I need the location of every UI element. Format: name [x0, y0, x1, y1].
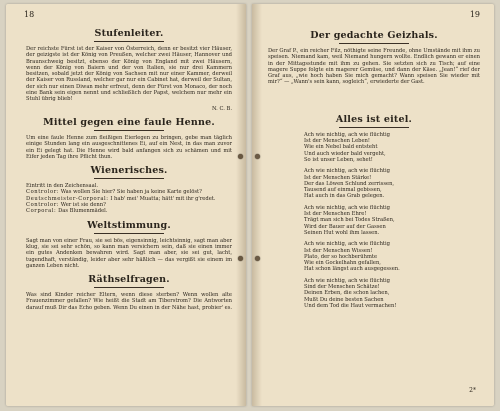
- staple-right-top: [255, 154, 260, 159]
- signature: N. C. B.: [211, 105, 232, 112]
- paragraph: Was sind Kinder reicher Eltern, wenn diese sterben? Wenn wollen alte Frauenzimmer gefallen? Wie heißt die Stadt am Tiberstrom? Die Antworten darauf muß Dir das Echo geben. Wenn Du einen in der Nähe hast, probier' es.: [26, 292, 233, 311]
- paragraph: Der Graf P., ein reicher Filz, nöthigte seine Freunde, ohne Umstände mit ihm zu speisen. Niemand kam, weil Niemand hungern wollte. Endlich gewann er einen in der Mittagsstunde mit ihm zu gehen. Sie setzten sich zu Tisch; auf eine magere Suppe folgte ein magerer Gemüse, und dann der Käse. „Jean!“ rief der Graf aus, „wie hoch haben Sie mich gemacht? Wann speisen Sie wieder mit mir?“ — „Wann's sein kann, sogleich“, erwiederte der Gast.: [268, 48, 480, 86]
- poem-line: Ach wie nichtig, ach wie flüchtig: [304, 204, 390, 211]
- poem-line: Plato, der so hochberühmte: [304, 253, 378, 260]
- dialogue-text: Was wollen Sie hier? Sie haben ja keine Karte gelöst?: [60, 189, 202, 196]
- section-title: Alles ist eitel.: [335, 113, 413, 125]
- poem-line: Wird der Bauer auf der Gassen: [304, 223, 386, 230]
- section-wienerisches: [26, 165, 232, 214]
- dialogue-text: Das Blumenmädel.: [58, 208, 108, 215]
- staple-left-bottom: [238, 256, 243, 261]
- dialogue-speaker: Corporal:: [26, 208, 57, 215]
- poem-line: Und dem Tod die Haut vermachen!: [304, 302, 397, 309]
- title-rule: [94, 287, 164, 288]
- poem-line: Und auch wieder bald vergeht,: [304, 150, 386, 157]
- poem-line: Ist der Menschen Stärke!: [304, 174, 372, 181]
- section-geizhals: [268, 30, 480, 86]
- page-number-left: 18: [24, 10, 35, 19]
- staple-right-bottom: [255, 256, 260, 261]
- poem-stanza: [304, 132, 480, 163]
- poem-line: Der das Löwen Schlund zerrissen,: [304, 180, 395, 187]
- dialogue-speaker: Deutschmeister-Corporal:: [26, 195, 109, 202]
- dialogue-text: Eintritt in den Zeichensaal.: [26, 183, 99, 190]
- right-page: [252, 4, 494, 406]
- paragraph: Um eine faule Henne zum fleißigen Eierlegen zu bringen, gebe man täglich einige Stunden lang ein ausgeschnittenes Ei, auf ein Nest, in das man zuvor ein Ei gelegt hat. Die Henne wird bald anfangen sich zu schämen und mit Eifer jeden Tag ihre Pflicht thun.: [26, 134, 232, 160]
- poem-line: Tausend auf einmal gebissen,: [304, 187, 382, 194]
- section-faule-henne: [26, 117, 232, 160]
- poem-line: Ist der Menschen Ehre!: [304, 211, 367, 218]
- poem-stanza: [304, 278, 480, 309]
- section-raethselfragen: [26, 274, 232, 311]
- poem-line: Sind der Menschen Schätze!: [304, 284, 380, 291]
- signature-mark: 2*: [469, 387, 476, 394]
- poem-line: Ist der Menschen Wissen!: [304, 247, 373, 254]
- poem-line: Hat auch in das Grab gelegen.: [304, 193, 385, 200]
- section-alles-eitel: [268, 114, 480, 309]
- poem-line: Hat schon längst auch ausgegessen.: [304, 266, 400, 273]
- title-rule: [94, 41, 164, 42]
- left-page: [6, 4, 246, 406]
- paragraph: Der reichste Fürst ist der Kaiser von Österreich, denn er besitzt vier Häuser, der geizigste ist der König von Preußen, welcher zwei Häuser, Hannover und Braunschweig besitzt, ebenso der König von England mit zwei Häusern, wenn der König von Baiern und der von Italien, sie nur drei Kammern besitzen, sobald jetzt der König von Sachsen mit nur einer Kammer, derweil der Kaiser von Russland, welcher gar nur ein Cabinet hat, derweil der Sultan, der sich nur einen Diwan mehr erfreut, denn der Fürst von Monaco, der noch eine Bank sein eigen nennt und schließlich der Papst, welchem nur mehr ein Stuhl übrig blieb!: [26, 46, 232, 103]
- poem-stanza: [304, 205, 480, 236]
- paragraph: Sagt man von einer Frau, sie sei bös, eigensinnig, leichtsinnig, sagt man aber klug, sie sei sehr schön, so kann man versichern sein, daß sie einen immer ein gutes Andenken bewahren wird. Sagt man aber, sie sei gut, lacht, tugendhaft, verständig, leider aber sehr häßlich — das vergißt sie einem im ganzen Leben nicht.: [26, 237, 232, 269]
- poem-line: Ach wie nichtig, ach wie flüchtig: [304, 131, 390, 138]
- section-title: Wienerisches.: [90, 165, 168, 177]
- poem-line: Wie ein Gockelhahn gefallen,: [304, 260, 381, 267]
- poem-line: Mußt Du deine besten Sachen: [304, 296, 384, 303]
- title-rule: [94, 130, 164, 131]
- poem-line: Ach wie nichtig, ach wie flüchtig: [304, 241, 390, 248]
- section-weltstimmung: [26, 220, 232, 269]
- poem-stanza: [304, 241, 480, 272]
- title-rule: [94, 178, 164, 179]
- poem-line: Wie ein Nebel bald entsteht: [304, 144, 378, 151]
- poem-line: Seinen Hut wohl ihm lassen.: [304, 229, 380, 236]
- staple-left-top: [238, 154, 243, 159]
- section-title: Weltstimmung.: [87, 219, 171, 231]
- section-title: Stufenleiter.: [94, 28, 164, 39]
- booklet-spread: [6, 4, 494, 406]
- dialogue-text: I hab' mei' Muatta; hätt' mit ihr g'redet.: [110, 195, 216, 202]
- poem-line: Deinen Erben, die schon lachen,: [304, 290, 390, 297]
- poem-line: Trägt man sich bei Todes Straßen,: [304, 217, 395, 224]
- poem-stanza: [304, 168, 480, 199]
- dialogue-speaker: Controlor:: [26, 202, 60, 209]
- poem-line: Ist der Menschen Leben!: [304, 138, 370, 145]
- dialogue-text: Wer ist sie denn?: [60, 202, 106, 209]
- section-title: Räthselfragen.: [88, 274, 170, 286]
- dialogue-speaker: Controlor:: [26, 189, 60, 196]
- poem-line: So ist unser Leben, sehet!: [304, 156, 373, 163]
- section-stufenleiter: [26, 28, 232, 112]
- poem-line: Ach wie nichtig, ach wie flüchtig: [304, 168, 390, 175]
- poem-line: Ach wie nichtig, ach wie flüchtig: [304, 277, 390, 284]
- title-rule: [94, 233, 164, 234]
- title-rule: [339, 43, 409, 44]
- dialogue-line: [26, 208, 232, 214]
- section-title: Der gedachte Geizhals.: [310, 30, 438, 41]
- page-number-right: 19: [469, 10, 480, 19]
- section-title: Mittel gegen eine faule Henne.: [43, 116, 215, 128]
- title-rule: [339, 127, 409, 128]
